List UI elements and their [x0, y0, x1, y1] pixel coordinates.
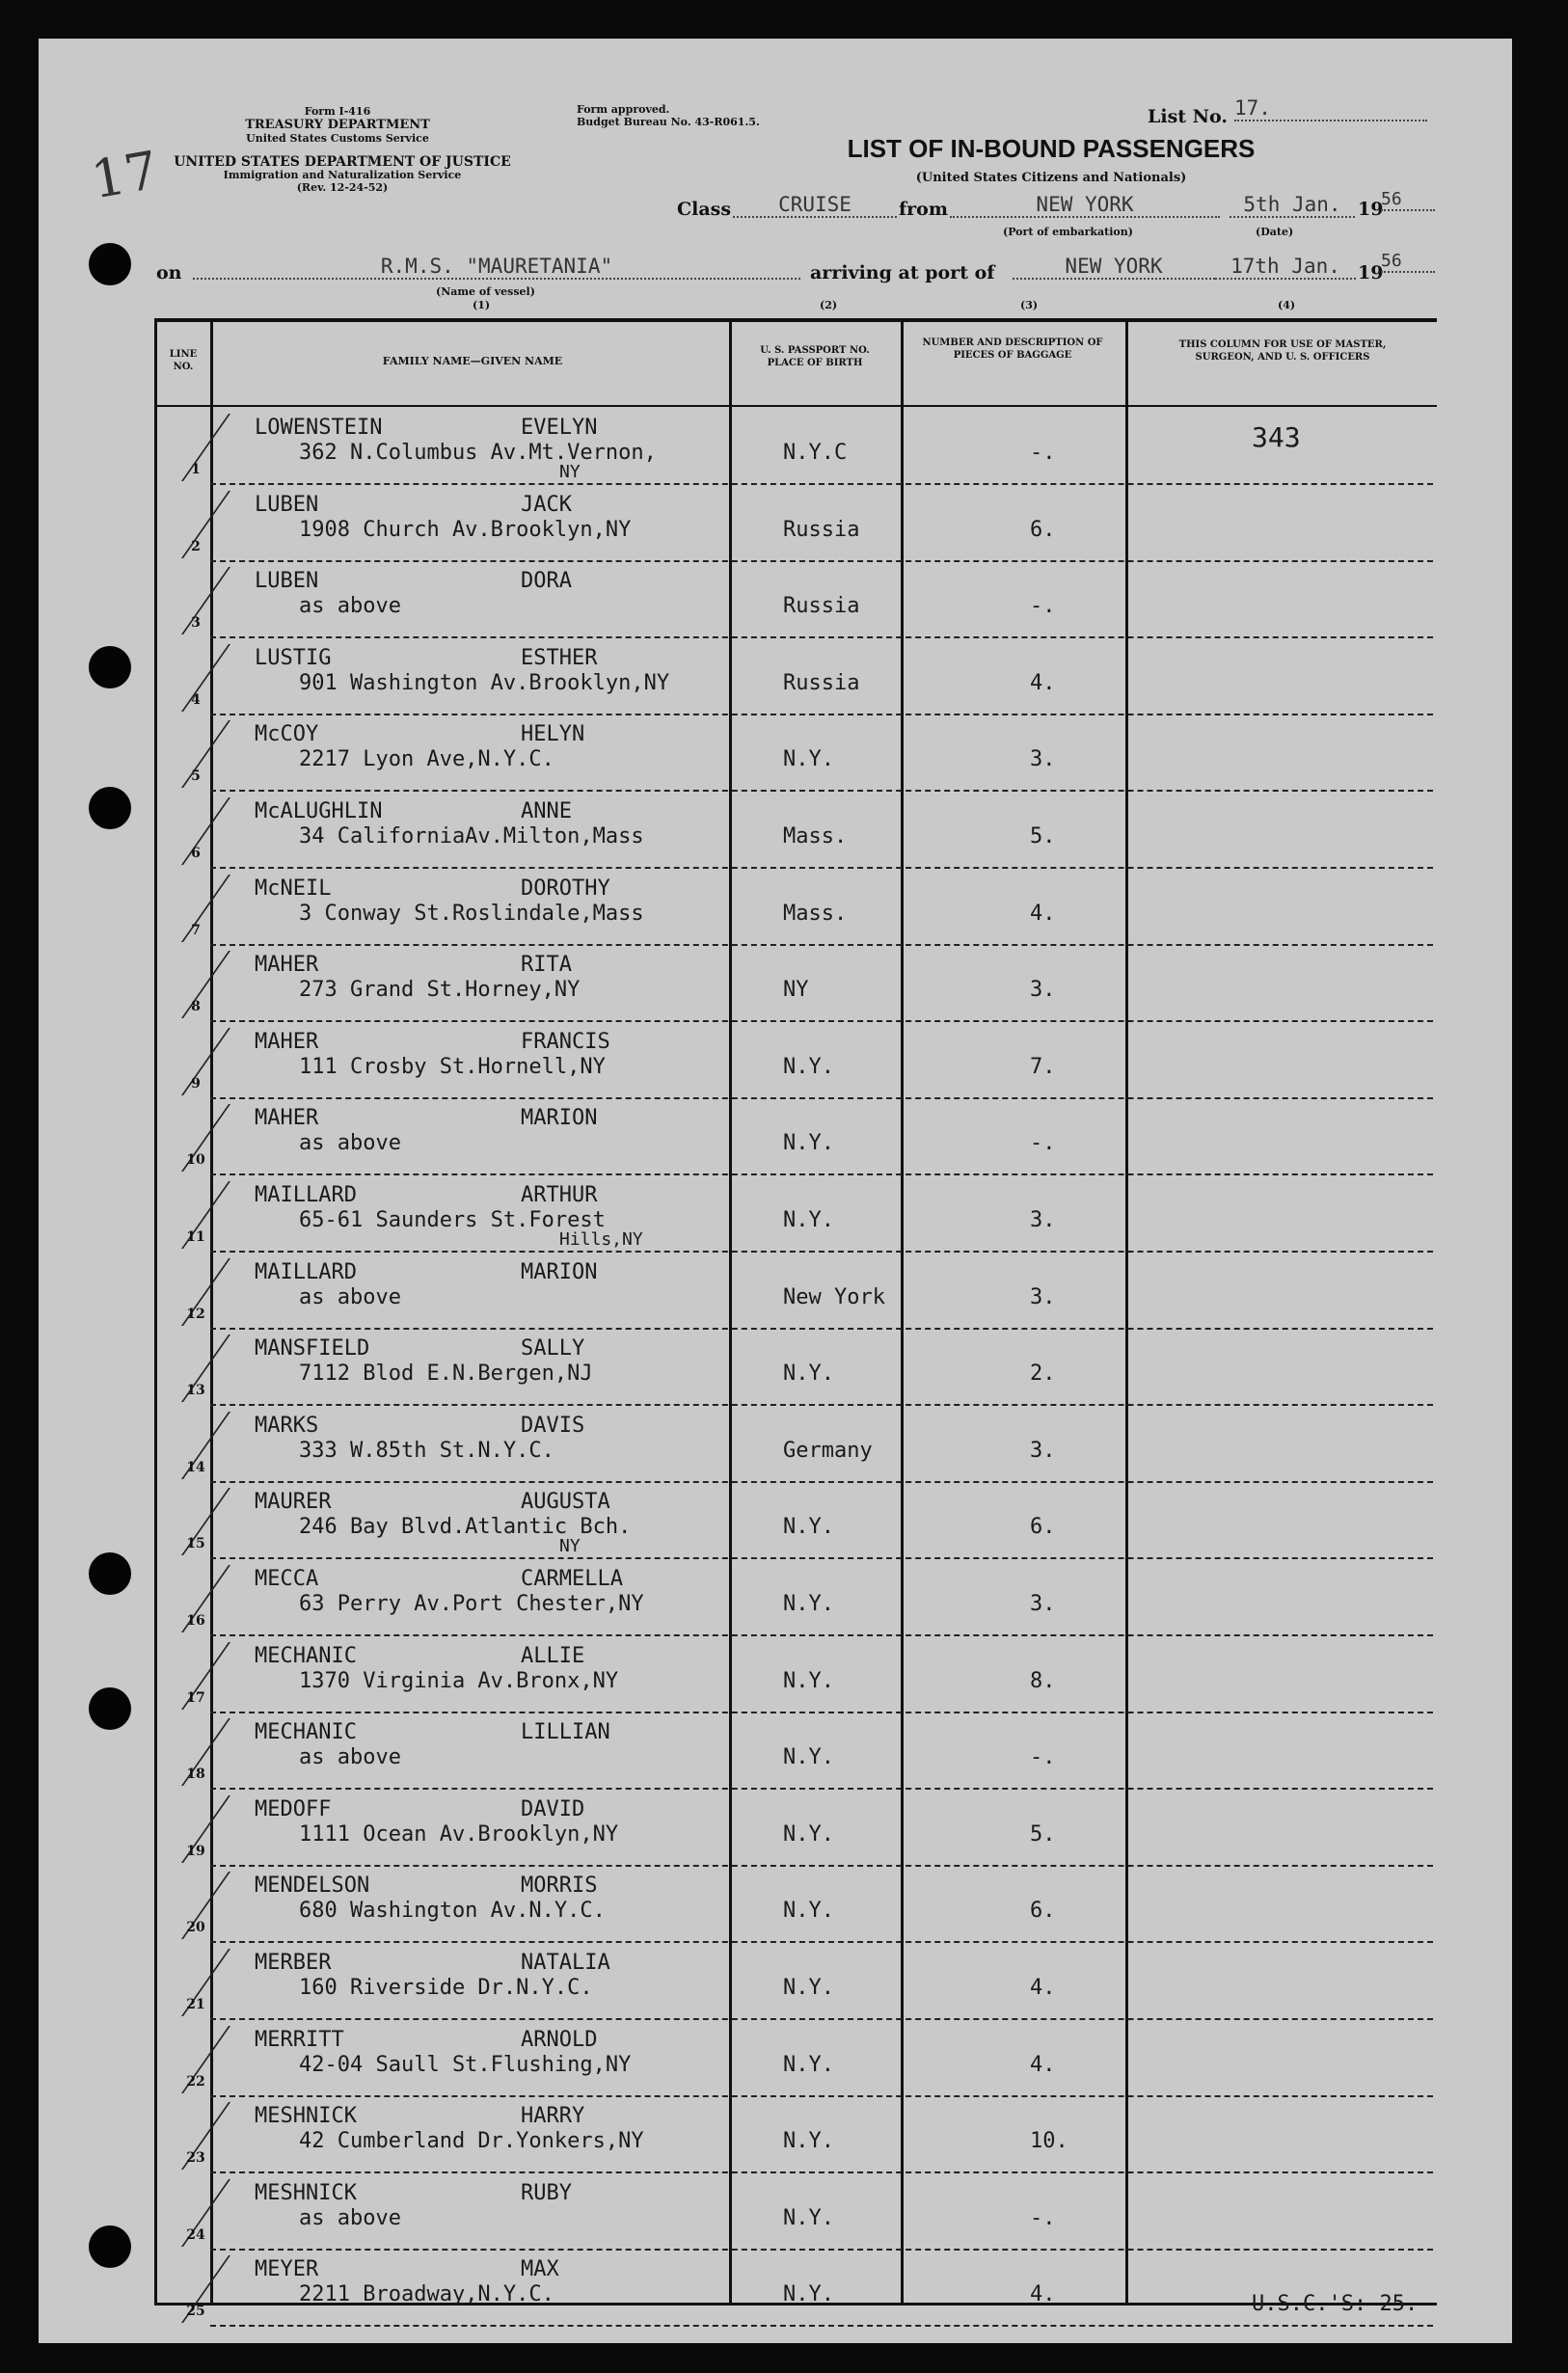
- officer-note: U.S.C.'S: 25.: [1252, 2292, 1419, 2317]
- department-of-justice: UNITED STATES DEPARTMENT OF JUSTICE: [174, 154, 511, 170]
- punch-hole: [89, 1687, 131, 1730]
- form-id-block: [212, 106, 463, 145]
- place-of-birth: Mass.: [783, 901, 848, 926]
- year-prefix: 19: [1358, 199, 1384, 220]
- address-continued: Hills,NY: [559, 1229, 643, 1250]
- address: 65-61 Saunders St.Forest: [299, 1208, 606, 1232]
- class-label: Class: [677, 199, 732, 220]
- table-row: [186, 2173, 1433, 2251]
- address: 333 W.85th St.N.Y.C.: [299, 1438, 554, 1463]
- address: 273 Grand St.Horney,NY: [299, 978, 581, 1003]
- line-number: 19: [186, 1843, 205, 1859]
- baggage-count: 5.: [1030, 824, 1056, 849]
- baggage-count: 3.: [1030, 978, 1056, 1003]
- place-of-birth: N.Y.: [783, 1821, 834, 1847]
- address: 2217 Lyon Ave,N.Y.C.: [299, 747, 554, 772]
- punch-hole: [89, 2225, 131, 2268]
- place-of-birth: N.Y.: [783, 1054, 834, 1079]
- table-row: [186, 1943, 1433, 2020]
- baggage-count: 4.: [1030, 2052, 1056, 2077]
- line-number: 10: [186, 1152, 205, 1169]
- table-row: [186, 2096, 1433, 2173]
- family-name: MAILLARD: [255, 1183, 357, 1207]
- punch-hole: [89, 787, 131, 829]
- baggage-count: 4.: [1030, 901, 1056, 926]
- baggage-count: 3.: [1030, 1208, 1056, 1232]
- address: as above: [299, 1745, 401, 1770]
- family-name: MEYER: [255, 2257, 319, 2282]
- address: as above: [299, 2205, 401, 2230]
- address: 42 Cumberland Dr.Yonkers,NY: [299, 2129, 644, 2154]
- baggage-count: -.: [1030, 1131, 1056, 1156]
- col-header-line-no: LINE NO.: [169, 349, 198, 372]
- page-subtitle: (United States Citizens and Nationals): [915, 171, 1187, 185]
- embarkation-port: NEW YORK: [950, 193, 1220, 218]
- address: 160 Riverside Dr.N.Y.C.: [299, 1976, 593, 2000]
- given-name: ALLIE: [521, 1643, 585, 1668]
- customs-service: United States Customs Service: [246, 131, 429, 145]
- revision-date: (Rev. 12-24-52): [296, 180, 389, 194]
- given-name: DAVID: [521, 1796, 585, 1821]
- address-continued: NY: [559, 462, 581, 482]
- embarkation-caption: (Port of embarkation): [1003, 226, 1133, 238]
- address: 34 CaliforniaAv.Milton,Mass: [299, 824, 644, 849]
- address: 680 Washington Av.N.Y.C.: [299, 1899, 606, 1924]
- given-name: FRANCIS: [521, 1029, 610, 1054]
- baggage-count: 10.: [1030, 2129, 1068, 2154]
- family-name: MAILLARD: [255, 1259, 357, 1284]
- col-header-passport: U. S. PASSPORT NO. PLACE OF BIRTH: [760, 345, 870, 368]
- table-row: [191, 945, 1433, 1022]
- budget-bureau: Budget Bureau No. 43-R061.5.: [577, 115, 760, 128]
- given-name: ARTHUR: [521, 1183, 598, 1207]
- family-name: McNEIL: [255, 876, 332, 901]
- form-number: Form I-416: [304, 105, 371, 118]
- given-name: MORRIS: [521, 1874, 598, 1899]
- address: as above: [299, 1284, 401, 1309]
- line-number: 2: [191, 538, 201, 554]
- baggage-count: 3.: [1030, 1592, 1056, 1616]
- table-row: [186, 2250, 1433, 2327]
- baggage-count: -.: [1030, 1745, 1056, 1770]
- given-name: MARION: [521, 1106, 598, 1131]
- family-name: MECHANIC: [255, 1643, 357, 1668]
- year-prefix-2: 19: [1358, 262, 1384, 283]
- arrival-year: 56: [1381, 251, 1435, 273]
- family-name: MESHNICK: [255, 2180, 357, 2205]
- baggage-count: 3.: [1030, 1284, 1056, 1309]
- family-name: MERRITT: [255, 2027, 344, 2052]
- line-number: 21: [186, 1997, 205, 2012]
- given-name: HELYN: [521, 722, 585, 747]
- class-value: CRUISE: [733, 193, 897, 218]
- given-name: HARRY: [521, 2104, 585, 2129]
- baggage-count: 7.: [1030, 1054, 1056, 1079]
- baggage-count: 4.: [1030, 2282, 1056, 2307]
- place-of-birth: NY: [783, 978, 809, 1003]
- place-of-birth: New York: [783, 1284, 885, 1309]
- department-block: [154, 154, 530, 194]
- given-name: MARION: [521, 1259, 598, 1284]
- line-number: 3: [191, 615, 201, 632]
- date-caption: (Date): [1256, 226, 1294, 238]
- arrival-port: NEW YORK: [1013, 255, 1215, 280]
- table-row: [191, 1022, 1433, 1099]
- family-name: MEDOFF: [255, 1796, 332, 1821]
- baggage-count: 3.: [1030, 747, 1056, 772]
- place-of-birth: N.Y.: [783, 2282, 834, 2307]
- family-name: LOWENSTEIN: [255, 416, 383, 440]
- margin-note: 17: [87, 139, 163, 211]
- punch-hole: [89, 1552, 131, 1595]
- table-row: [186, 1253, 1433, 1330]
- baggage-count: -.: [1030, 441, 1056, 465]
- address: 42-04 Saull St.Flushing,NY: [299, 2052, 632, 2077]
- table-row: [186, 1329, 1433, 1406]
- line-number: 1: [191, 462, 201, 477]
- form-approved: Form approved.: [577, 103, 670, 116]
- col-header-baggage: NUMBER AND DESCRIPTION OF PIECES OF BAGGAGE: [922, 337, 1103, 361]
- address: 111 Crosby St.Hornell,NY: [299, 1054, 606, 1079]
- baggage-count: -.: [1030, 2205, 1056, 2230]
- given-name: CARMELLA: [521, 1567, 623, 1591]
- family-name: MECCA: [255, 1567, 319, 1591]
- given-name: ESTHER: [521, 645, 598, 670]
- page-title: LIST OF IN-BOUND PASSENGERS: [847, 134, 1256, 163]
- table-row: [186, 1482, 1433, 1559]
- table-row: [186, 1712, 1433, 1790]
- given-name: NATALIA: [521, 1951, 610, 1975]
- departure-year: 56: [1381, 189, 1435, 211]
- line-number: 8: [191, 999, 201, 1015]
- baggage-count: 8.: [1030, 1668, 1056, 1693]
- table-row: [191, 561, 1433, 638]
- arriving-label: arriving at port of: [810, 262, 995, 283]
- line-number: 20: [186, 1920, 205, 1936]
- line-number: 13: [186, 1383, 205, 1399]
- given-name: DORA: [521, 569, 572, 594]
- family-name: MAHER: [255, 1029, 319, 1054]
- address: 3 Conway St.Roslindale,Mass: [299, 901, 644, 926]
- address: 901 Washington Av.Brooklyn,NY: [299, 670, 670, 695]
- arrival-date: 17th Jan.: [1215, 255, 1356, 280]
- address: as above: [299, 1131, 401, 1156]
- table-row: [191, 792, 1433, 869]
- place-of-birth: Russia: [783, 517, 860, 542]
- col-header-officers: THIS COLUMN FOR USE OF MASTER, SURGEON, AND U. S. OFFICERS: [1178, 339, 1387, 363]
- place-of-birth: N.Y.: [783, 1515, 834, 1540]
- place-of-birth: N.Y.: [783, 2129, 834, 2154]
- col-header-name: FAMILY NAME—GIVEN NAME: [382, 355, 563, 367]
- family-name: LUBEN: [255, 492, 319, 517]
- line-number: 14: [186, 1459, 205, 1475]
- place-of-birth: N.Y.: [783, 2205, 834, 2230]
- family-name: MANSFIELD: [255, 1336, 370, 1362]
- given-name: DAVIS: [521, 1413, 585, 1438]
- punch-hole: [89, 646, 131, 688]
- line-number: 6: [191, 846, 201, 861]
- punch-hole: [89, 243, 131, 285]
- baggage-count: 6.: [1030, 517, 1056, 542]
- baggage-count: 4.: [1030, 670, 1056, 695]
- table-row: [186, 1866, 1433, 1943]
- line-number: 24: [186, 2226, 205, 2243]
- family-name: MESHNICK: [255, 2104, 357, 2129]
- row-rule: [210, 2325, 1433, 2327]
- table-top-border: [154, 318, 1437, 322]
- place-of-birth: N.Y.: [783, 1131, 834, 1156]
- address: 7112 Blod E.N.Bergen,NJ: [299, 1362, 593, 1387]
- baggage-count: 2.: [1030, 1362, 1056, 1387]
- on-label: on: [156, 262, 182, 283]
- family-name: McALUGHLIN: [255, 799, 383, 823]
- table-row: [186, 1636, 1433, 1713]
- treasury-department: TREASURY DEPARTMENT: [245, 117, 430, 132]
- line-number: 22: [186, 2073, 205, 2090]
- family-name: MAHER: [255, 953, 319, 978]
- line-number: 5: [191, 769, 201, 785]
- address: 1370 Virginia Av.Bronx,NY: [299, 1668, 619, 1693]
- given-name: DOROTHY: [521, 876, 610, 901]
- vessel-name: R.M.S. "MAURETANIA": [193, 255, 800, 280]
- place-of-birth: Russia: [783, 594, 860, 619]
- place-of-birth: N.Y.: [783, 1745, 834, 1770]
- family-name: LUSTIG: [255, 645, 332, 670]
- line-number: 4: [191, 691, 201, 708]
- address-continued: NY: [559, 1536, 581, 1557]
- table-row: [191, 869, 1433, 946]
- table-row: [186, 1790, 1433, 1867]
- address: 362 N.Columbus Av.Mt.Vernon,: [299, 441, 657, 465]
- given-name: ANNE: [521, 799, 572, 823]
- given-name: LILLIAN: [521, 1720, 610, 1745]
- col-number-3: (3): [1020, 299, 1039, 311]
- address: 2211 Broadway,N.Y.C.: [299, 2282, 554, 2307]
- given-name: EVELYN: [521, 416, 598, 440]
- from-label: from: [899, 199, 948, 220]
- given-name: JACK: [521, 492, 572, 517]
- vessel-caption: (Name of vessel): [436, 285, 535, 298]
- table-left-border: [154, 318, 157, 2305]
- given-name: AUGUSTA: [521, 1490, 610, 1515]
- family-name: MAURER: [255, 1490, 332, 1515]
- line-number: 12: [186, 1306, 205, 1322]
- col-number-2: (2): [820, 299, 838, 311]
- table-row: [186, 1559, 1433, 1636]
- line-number: 17: [186, 1689, 205, 1706]
- col-number-1: (1): [473, 299, 491, 311]
- family-name: LUBEN: [255, 569, 319, 594]
- given-name: SALLY: [521, 1336, 585, 1362]
- family-name: MERBER: [255, 1951, 332, 1975]
- place-of-birth: N.Y.: [783, 1899, 834, 1924]
- baggage-count: 6.: [1030, 1899, 1056, 1924]
- family-name: MENDELSON: [255, 1874, 370, 1899]
- table-row: [186, 1098, 1433, 1175]
- given-name: ARNOLD: [521, 2027, 598, 2052]
- header-rule: [154, 405, 1437, 407]
- line-number: 16: [186, 1613, 205, 1629]
- place-of-birth: N.Y.: [783, 1208, 834, 1232]
- immigration-service: Immigration and Naturalization Service: [223, 169, 462, 182]
- baggage-count: 6.: [1030, 1515, 1056, 1540]
- table-row: [191, 715, 1433, 792]
- line-number: 7: [191, 922, 201, 938]
- table-row: [191, 408, 1433, 485]
- family-name: MAHER: [255, 1106, 319, 1131]
- baggage-count: 5.: [1030, 1821, 1056, 1847]
- line-number: 23: [186, 2150, 205, 2167]
- place-of-birth: Germany: [783, 1438, 873, 1463]
- place-of-birth: N.Y.: [783, 747, 834, 772]
- place-of-birth: N.Y.: [783, 1362, 834, 1387]
- baggage-count: -.: [1030, 594, 1056, 619]
- place-of-birth: Mass.: [783, 824, 848, 849]
- line-number: 18: [186, 1766, 205, 1783]
- line-number: 25: [186, 2304, 205, 2320]
- address: 63 Perry Av.Port Chester,NY: [299, 1592, 644, 1616]
- place-of-birth: N.Y.: [783, 1668, 834, 1693]
- place-of-birth: N.Y.: [783, 1592, 834, 1616]
- list-no-label: List No.: [1148, 106, 1228, 127]
- baggage-count: 3.: [1030, 1438, 1056, 1463]
- address: 246 Bay Blvd.Atlantic Bch.: [299, 1515, 632, 1540]
- approval-block: [577, 104, 808, 128]
- given-name: RITA: [521, 953, 572, 978]
- table-row: [186, 2020, 1433, 2097]
- table-row: [186, 1175, 1433, 1253]
- table-row: [191, 638, 1433, 715]
- family-name: MARKS: [255, 1413, 319, 1438]
- place-of-birth: Russia: [783, 670, 860, 695]
- table-row: [186, 1406, 1433, 1483]
- line-number: 15: [186, 1536, 205, 1552]
- baggage-count: 4.: [1030, 1976, 1056, 2000]
- place-of-birth: N.Y.: [783, 1976, 834, 2000]
- officer-note: 343: [1252, 421, 1301, 453]
- address: 1908 Church Av.Brooklyn,NY: [299, 517, 632, 542]
- line-number: 9: [191, 1075, 201, 1092]
- address: as above: [299, 594, 401, 619]
- departure-date: 5th Jan.: [1230, 193, 1355, 218]
- family-name: MECHANIC: [255, 1720, 357, 1745]
- col-number-4: (4): [1278, 299, 1296, 311]
- place-of-birth: N.Y.: [783, 2052, 834, 2077]
- address: 1111 Ocean Av.Brooklyn,NY: [299, 1821, 619, 1847]
- list-no-value: 17.: [1234, 96, 1427, 121]
- given-name: MAX: [521, 2257, 559, 2282]
- place-of-birth: N.Y.C: [783, 441, 848, 465]
- given-name: RUBY: [521, 2180, 572, 2205]
- table-row: [191, 485, 1433, 562]
- line-number: 11: [186, 1229, 205, 1245]
- family-name: McCOY: [255, 722, 319, 747]
